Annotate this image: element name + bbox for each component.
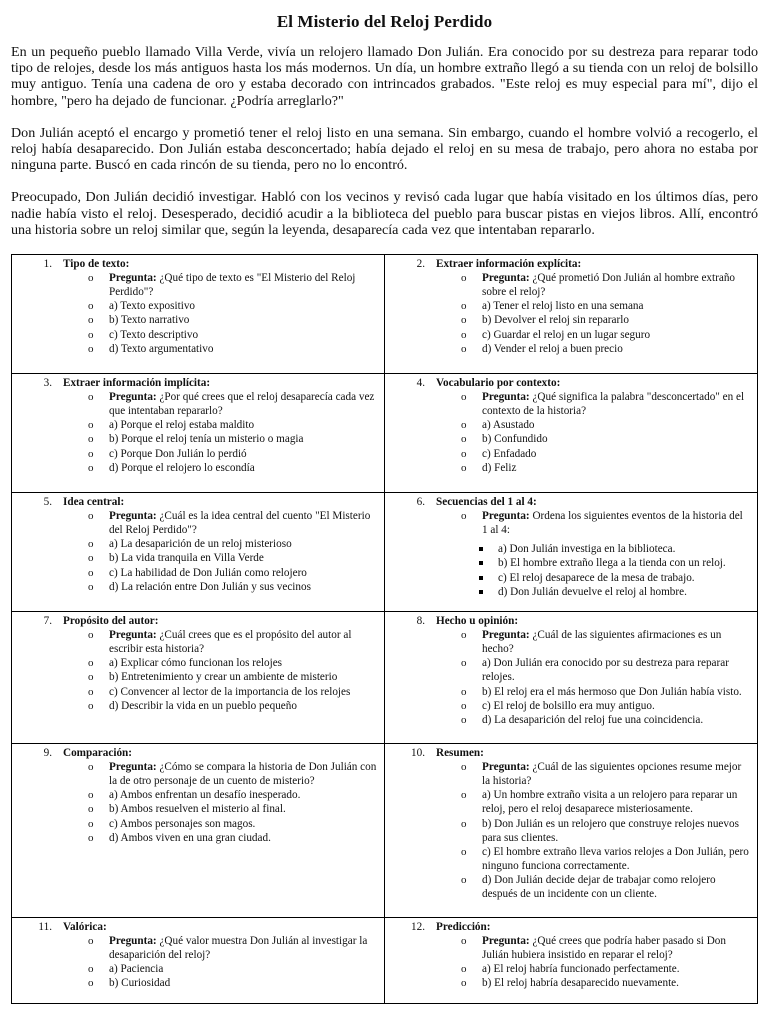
- question-prompt: [12, 509, 378, 537]
- question-number: 8.: [416, 615, 425, 628]
- answer-option: o c) Porque Don Julián lo perdió: [12, 447, 378, 461]
- question-text: ¿Cuál es la idea central del cuento "El Misterio del Reloj Perdido"?: [109, 510, 371, 537]
- story-paragraph-3: Preocupado, Don Julián decidió investigar. Habló con los vecinos y revisó cada lugar que había visitado en los últimos días, pero nadie había visto el reloj. Desesperado, decidió acudir a la biblioteca del pueblo para buscar pistas en viejos libros. Allí, encontró una historia sobre un reloj similar que, según la leyenda, desaparecía cada vez que intentaban repararlo.: [11, 189, 758, 238]
- answer-option: o d) Don Julián decide dejar de trabajar como relojero después de un incidente con un cliente.: [385, 873, 751, 901]
- question-number: 7.: [43, 615, 52, 628]
- question-number: 6.: [416, 496, 425, 509]
- answer-option: o d) Feliz: [385, 461, 751, 475]
- question-type: Comparación:: [63, 747, 132, 760]
- question-row: [12, 374, 758, 493]
- question-number: 9.: [43, 747, 52, 760]
- question-number: 1.: [43, 258, 52, 271]
- question-prompt: [385, 760, 751, 788]
- question-cell: [12, 493, 385, 612]
- sequence-item: d) Don Julián devuelve el reloj al hombre.: [385, 585, 751, 599]
- question-label: Pregunta:: [109, 629, 157, 642]
- question-text: ¿Cuál crees que es el propósito del autor al escribir esta historia?: [109, 629, 352, 656]
- question-header: [385, 376, 751, 390]
- sequence-item: b) El hombre extraño llega a la tienda con un reloj.: [385, 556, 751, 570]
- question-number: 5.: [43, 496, 52, 509]
- question-cell: [385, 744, 758, 918]
- question-header: [385, 614, 751, 628]
- question-header: [12, 746, 378, 760]
- question-text: ¿Cuál de las siguientes opciones resume mejor la historia?: [482, 761, 742, 788]
- question-type: Valórica:: [63, 921, 107, 934]
- question-prompt: [385, 390, 751, 418]
- question-list: [385, 760, 751, 901]
- question-number: 3.: [43, 377, 52, 390]
- sequence-item: a) Don Julián investiga en la biblioteca.: [385, 542, 751, 556]
- question-text: ¿Cuál de las siguientes afirmaciones es un hecho?: [482, 629, 722, 656]
- question-cell: [12, 612, 385, 744]
- question-header: [385, 746, 751, 760]
- question-label: Pregunta:: [109, 761, 157, 774]
- question-header: [12, 376, 378, 390]
- question-list: [12, 509, 378, 594]
- question-label: Pregunta:: [482, 510, 530, 523]
- answer-option: o a) Asustado: [385, 418, 751, 432]
- answer-option: o b) Don Julián es un relojero que construye relojes nuevos para sus clientes.: [385, 817, 751, 845]
- answer-option: o c) La habilidad de Don Julián como relojero: [12, 566, 378, 580]
- question-list: [385, 271, 751, 356]
- question-header: [12, 495, 378, 509]
- answer-option: o c) Ambos personajes son magos.: [12, 817, 378, 831]
- question-header: [12, 920, 378, 934]
- question-header: [385, 920, 751, 934]
- answer-option: o d) La relación entre Don Julián y sus vecinos: [12, 580, 378, 594]
- question-list: [385, 628, 751, 727]
- question-type: Extraer información explícita:: [436, 258, 582, 271]
- question-number: 12.: [411, 921, 425, 934]
- answer-option: o b) El reloj habría desaparecido nuevamente.: [385, 976, 751, 990]
- answer-option: o b) Ambos resuelven el misterio al final.: [12, 802, 378, 816]
- question-list: [12, 934, 378, 990]
- answer-option: o a) El reloj habría funcionado perfectamente.: [385, 962, 751, 976]
- answer-option: o d) Porque el relojero lo escondía: [12, 461, 378, 475]
- answer-option: o d) Describir la vida en un pueblo pequeño: [12, 699, 378, 713]
- answer-option: o d) Texto argumentativo: [12, 342, 378, 356]
- question-prompt: [385, 271, 751, 299]
- answer-option: o b) Curiosidad: [12, 976, 378, 990]
- answer-option: o a) Tener el reloj listo en una semana: [385, 299, 751, 313]
- answer-option: o c) El hombre extraño lleva varios relojes a Don Julián, pero ninguno funciona correctamente.: [385, 845, 751, 873]
- question-cell: [12, 918, 385, 1004]
- question-row: [12, 612, 758, 744]
- question-text: ¿Qué significa la palabra "desconcertado" en el contexto de la historia?: [482, 391, 745, 418]
- answer-option: o b) El reloj era el más hermoso que Don Julián había visto.: [385, 685, 751, 699]
- question-cell: [385, 918, 758, 1004]
- worksheet-page: [11, 0, 758, 1004]
- question-type: Secuencias del 1 al 4:: [436, 496, 537, 509]
- question-label: Pregunta:: [482, 761, 530, 774]
- question-text: ¿Por qué crees que el reloj desaparecía cada vez que intentaban repararlo?: [109, 391, 375, 418]
- question-prompt: [12, 628, 378, 656]
- answer-option: o a) Ambos enfrentan un desafío inesperado.: [12, 788, 378, 802]
- answer-option: o a) Porque el reloj estaba maldito: [12, 418, 378, 432]
- question-cell: [385, 255, 758, 374]
- question-number: 4.: [416, 377, 425, 390]
- sequence-item: c) El reloj desaparece de la mesa de trabajo.: [385, 571, 751, 585]
- question-row: [12, 744, 758, 918]
- answer-option: o b) Texto narrativo: [12, 313, 378, 327]
- question-header: [12, 257, 378, 271]
- answer-option: o d) Ambos viven en una gran ciudad.: [12, 831, 378, 845]
- question-label: Pregunta:: [109, 935, 157, 948]
- question-prompt: [385, 628, 751, 656]
- answer-option: o a) Don Julián era conocido por su destreza para reparar relojes.: [385, 656, 751, 684]
- question-type: Idea central:: [63, 496, 125, 509]
- question-type: Predicción:: [436, 921, 491, 934]
- answer-option: o c) Convencer al lector de la importancia de los relojes: [12, 685, 378, 699]
- question-cell: [385, 374, 758, 493]
- question-text: ¿Qué tipo de texto es "El Misterio del Reloj Perdido"?: [109, 272, 356, 299]
- answer-option: o c) Texto descriptivo: [12, 328, 378, 342]
- answer-option: o d) Vender el reloj a buen precio: [385, 342, 751, 356]
- question-header: [12, 614, 378, 628]
- question-list: [385, 509, 751, 537]
- question-cell: [385, 612, 758, 744]
- question-prompt: [12, 934, 378, 962]
- question-prompt: [385, 934, 751, 962]
- question-type: Hecho u opinión:: [436, 615, 519, 628]
- question-number: 11.: [38, 921, 52, 934]
- question-prompt: [12, 390, 378, 418]
- answer-option: o d) La desaparición del reloj fue una coincidencia.: [385, 713, 751, 727]
- question-header: [385, 257, 751, 271]
- question-number: 2.: [416, 258, 425, 271]
- answer-option: o b) Entretenimiento y crear un ambiente de misterio: [12, 670, 378, 684]
- question-prompt: [12, 271, 378, 299]
- question-list: [12, 271, 378, 356]
- question-row: [12, 918, 758, 1004]
- question-type: Resumen:: [436, 747, 484, 760]
- page-title: El Misterio del Reloj Perdido: [276, 12, 493, 31]
- question-type: Tipo de texto:: [63, 258, 130, 271]
- question-list: [385, 934, 751, 990]
- question-label: Pregunta:: [482, 629, 530, 642]
- question-cell: [385, 493, 758, 612]
- question-cell: [12, 255, 385, 374]
- answer-option: o a) Explicar cómo funcionan los relojes: [12, 656, 378, 670]
- question-list: [12, 390, 378, 475]
- answer-option: o c) Guardar el reloj en un lugar seguro: [385, 328, 751, 342]
- answer-option: o b) Porque el reloj tenía un misterio o magia: [12, 432, 378, 446]
- question-text: ¿Qué valor muestra Don Julián al investigar la desaparición del reloj?: [109, 935, 368, 962]
- question-prompt: [12, 760, 378, 788]
- question-row: [12, 255, 758, 374]
- question-cell: [12, 374, 385, 493]
- answer-option: o c) Enfadado: [385, 447, 751, 461]
- answer-option: o b) Devolver el reloj sin repararlo: [385, 313, 751, 327]
- answer-option: o c) El reloj de bolsillo era muy antiguo.: [385, 699, 751, 713]
- question-list: [12, 628, 378, 713]
- question-list: [385, 390, 751, 475]
- question-prompt: [385, 509, 751, 537]
- story-paragraph-1: En un pequeño pueblo llamado Villa Verde, vivía un relojero llamado Don Julián. Era conocido por su destreza para reparar todo tipo de relojes, desde los más antiguos hasta los más modernos. Un día, un hombre extraño llegó a su tienda con un reloj de bolsillo muy antiguo. Tenía una cadena de oro y estaba decorado con intrincados grabados. "Este reloj es muy especial para mí", dijo el hombre, "pero ha dejado de funcionar. ¿Podría arreglarlo?": [11, 44, 758, 109]
- answer-option: o a) Paciencia: [12, 962, 378, 976]
- question-text: ¿Qué crees que podría haber pasado si Don Julián hubiera insistido en reparar el reloj?: [482, 935, 726, 962]
- answer-option: o a) Texto expositivo: [12, 299, 378, 313]
- answer-option: o b) Confundido: [385, 432, 751, 446]
- question-label: Pregunta:: [482, 391, 530, 404]
- question-number: 10.: [411, 747, 425, 760]
- question-type: Extraer información implícita:: [63, 377, 211, 390]
- sequence-list: [385, 542, 751, 598]
- question-label: Pregunta:: [109, 272, 157, 285]
- answer-option: o a) La desaparición de un reloj misterioso: [12, 537, 378, 551]
- question-label: Pregunta:: [482, 935, 530, 948]
- question-text: Ordena los siguientes eventos de la historia del 1 al 4:: [482, 510, 743, 537]
- question-type: Propósito del autor:: [63, 615, 159, 628]
- questions-table: [11, 254, 758, 1004]
- question-cell: [12, 744, 385, 918]
- question-text: ¿Cómo se compara la historia de Don Julián con la de otro personaje de un cuento de misterio?: [109, 761, 377, 788]
- question-label: Pregunta:: [109, 391, 157, 404]
- question-header: [385, 495, 751, 509]
- answer-option: o b) La vida tranquila en Villa Verde: [12, 551, 378, 565]
- question-type: Vocabulario por contexto:: [436, 377, 561, 390]
- question-row: [12, 493, 758, 612]
- story-paragraph-2: Don Julián aceptó el encargo y prometió tener el reloj listo en una semana. Sin embargo, cuando el hombre volvió a recogerlo, el reloj había desaparecido. Don Julián estaba desconcertado; había dejado el reloj en su mesa de trabajo, pero ahora no estaba por ninguna parte. Buscó en cada rincón de su tienda, pero no lo encontró.: [11, 124, 758, 174]
- answer-option: o a) Un hombre extraño visita a un relojero para reparar un reloj, pero el reloj desaparece misteriosamente.: [385, 788, 751, 816]
- question-list: [12, 760, 378, 845]
- question-label: Pregunta:: [109, 510, 157, 523]
- question-label: Pregunta:: [482, 272, 530, 285]
- question-text: ¿Qué prometió Don Julián al hombre extraño sobre el reloj?: [482, 272, 736, 299]
